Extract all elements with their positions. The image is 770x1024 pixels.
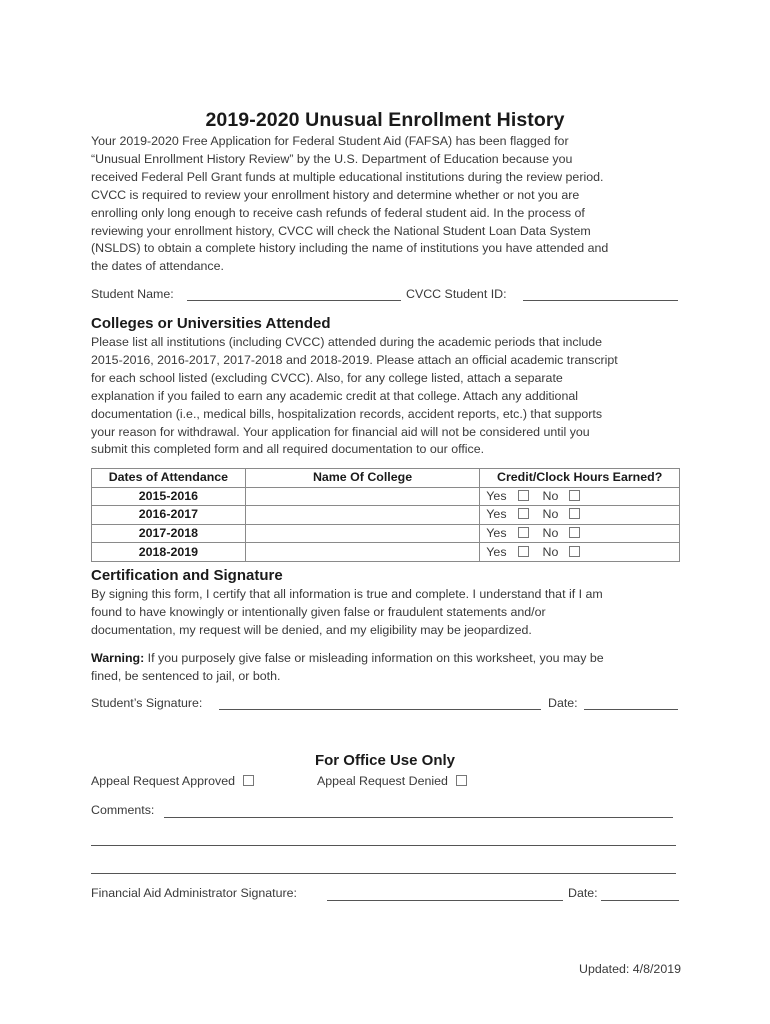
warning-text: If you purposely give false or misleading information on this worksheet, you may be	[144, 651, 604, 665]
credit-cell	[480, 524, 680, 543]
no-label: No	[542, 488, 559, 503]
credit-cell	[480, 487, 680, 506]
colleges-line: 2015-2016, 2016-2017, 2017-2018 and 2018-2019. Please attach an official academic transcript	[91, 352, 618, 367]
intro-line: reviewing your enrollment history, CVCC will check the National Student Loan Data System	[91, 223, 591, 238]
student-date-field[interactable]	[584, 709, 678, 710]
intro-line: “Unusual Enrollment History Review” by the U.S. Department of Education because you	[91, 151, 573, 166]
student-id-field[interactable]	[523, 300, 678, 301]
warning-line	[91, 650, 691, 668]
certification-line: found to have knowingly or intentionally given false or fraudulent statements and/or	[91, 604, 546, 619]
warning-line: fined, be sentenced to jail, or both.	[91, 668, 281, 683]
approved-option	[91, 774, 254, 788]
no-checkbox[interactable]	[569, 508, 580, 519]
certification-heading: Certification and Signature	[91, 567, 283, 584]
colleges-paragraph	[91, 334, 691, 459]
yes-checkbox[interactable]	[518, 490, 529, 501]
warning-paragraph	[91, 650, 691, 686]
college-name-cell[interactable]	[245, 524, 480, 543]
table-row	[92, 487, 680, 506]
yes-label: Yes	[486, 488, 507, 503]
no-label: No	[542, 544, 559, 559]
colleges-line: Please list all institutions (including CVCC) attended during the academic periods that include	[91, 335, 603, 349]
student-date-label: Date:	[548, 696, 578, 710]
intro-line: CVCC is required to review your enrollment history and determine whether or not you are	[91, 187, 580, 202]
yes-label: Yes	[486, 526, 507, 541]
comments-line[interactable]	[91, 873, 676, 874]
yes-checkbox[interactable]	[518, 508, 529, 519]
comments-label: Comments:	[91, 803, 155, 817]
intro-line: the dates of attendance.	[91, 259, 224, 274]
attendance-table	[91, 468, 680, 562]
colleges-line: submit this completed form and all required documentation to our office.	[91, 442, 485, 457]
no-label: No	[542, 526, 559, 541]
colleges-line: for each school listed (excluding CVCC). Also, for any college listed, attach a separate	[91, 370, 563, 385]
year-cell: 2017-2018	[92, 524, 246, 543]
denied-label: Appeal Request Denied	[317, 774, 448, 788]
page-title: 2019-2020 Unusual Enrollment History	[205, 109, 565, 131]
colleges-line: explanation if you failed to earn any academic credit at that college. Attach any additional	[91, 388, 578, 403]
office-use-heading: For Office Use Only	[314, 752, 456, 769]
intro-paragraph	[91, 133, 691, 276]
intro-line: Your 2019-2020 Free Application for Federal Student Aid (FAFSA) has been flagged for	[91, 134, 569, 148]
admin-signature-field[interactable]	[327, 900, 563, 901]
college-name-cell[interactable]	[245, 487, 480, 506]
student-name-label: Student Name:	[91, 287, 174, 301]
admin-date-label: Date:	[568, 886, 598, 900]
column-header-college: Name Of College	[245, 469, 480, 488]
denied-checkbox[interactable]	[456, 775, 467, 786]
no-checkbox[interactable]	[569, 490, 580, 501]
year-cell: 2018-2019	[92, 543, 246, 562]
table-header-row	[92, 469, 680, 488]
column-header-dates: Dates of Attendance	[92, 469, 246, 488]
credit-cell	[480, 506, 680, 525]
colleges-line: your reason for withdrawal. Your application for financial aid will not be considered until you	[91, 424, 590, 439]
colleges-heading: Colleges or Universities Attended	[91, 315, 331, 332]
comments-line[interactable]	[91, 845, 676, 846]
intro-line: (NSLDS) to obtain a complete history including the name of institutions you have attended and	[91, 241, 609, 256]
column-header-credit: Credit/Clock Hours Earned?	[480, 469, 680, 488]
approved-checkbox[interactable]	[243, 775, 254, 786]
credit-cell	[480, 543, 680, 562]
warning-label: Warning:	[91, 651, 145, 665]
certification-line: documentation, my request will be denied, and my eligibility may be jeopardized.	[91, 622, 532, 637]
intro-line: received Federal Pell Grant funds at multiple educational institutions during the review period.	[91, 169, 604, 184]
yes-label: Yes	[486, 544, 507, 559]
approved-label: Appeal Request Approved	[91, 774, 235, 788]
certification-paragraph	[91, 586, 691, 640]
student-signature-field[interactable]	[219, 709, 541, 710]
student-signature-label: Student’s Signature:	[91, 696, 203, 710]
student-id-label: CVCC Student ID:	[406, 287, 507, 301]
college-name-cell[interactable]	[245, 543, 480, 562]
table-row	[92, 506, 680, 525]
certification-line: By signing this form, I certify that all information is true and complete. I understand that if I am	[91, 587, 603, 601]
denied-option	[317, 774, 467, 788]
admin-date-field[interactable]	[601, 900, 679, 901]
intro-line: enrolling only long enough to receive cash refunds of federal student aid. In the process of	[91, 205, 585, 220]
yes-checkbox[interactable]	[518, 527, 529, 538]
colleges-line: documentation (i.e., medical bills, hospitalization records, accident reports, etc.) that supports	[91, 406, 603, 421]
year-cell: 2016-2017	[92, 506, 246, 525]
year-cell: 2015-2016	[92, 487, 246, 506]
admin-signature-label: Financial Aid Administrator Signature:	[91, 886, 297, 900]
table-row	[92, 524, 680, 543]
yes-checkbox[interactable]	[518, 546, 529, 557]
comments-line[interactable]	[164, 817, 673, 818]
student-name-field[interactable]	[187, 300, 401, 301]
no-label: No	[542, 507, 559, 522]
college-name-cell[interactable]	[245, 506, 480, 525]
table-row	[92, 543, 680, 562]
no-checkbox[interactable]	[569, 527, 580, 538]
no-checkbox[interactable]	[569, 546, 580, 557]
yes-label: Yes	[486, 507, 507, 522]
updated-date: Updated: 4/8/2019	[579, 962, 681, 976]
